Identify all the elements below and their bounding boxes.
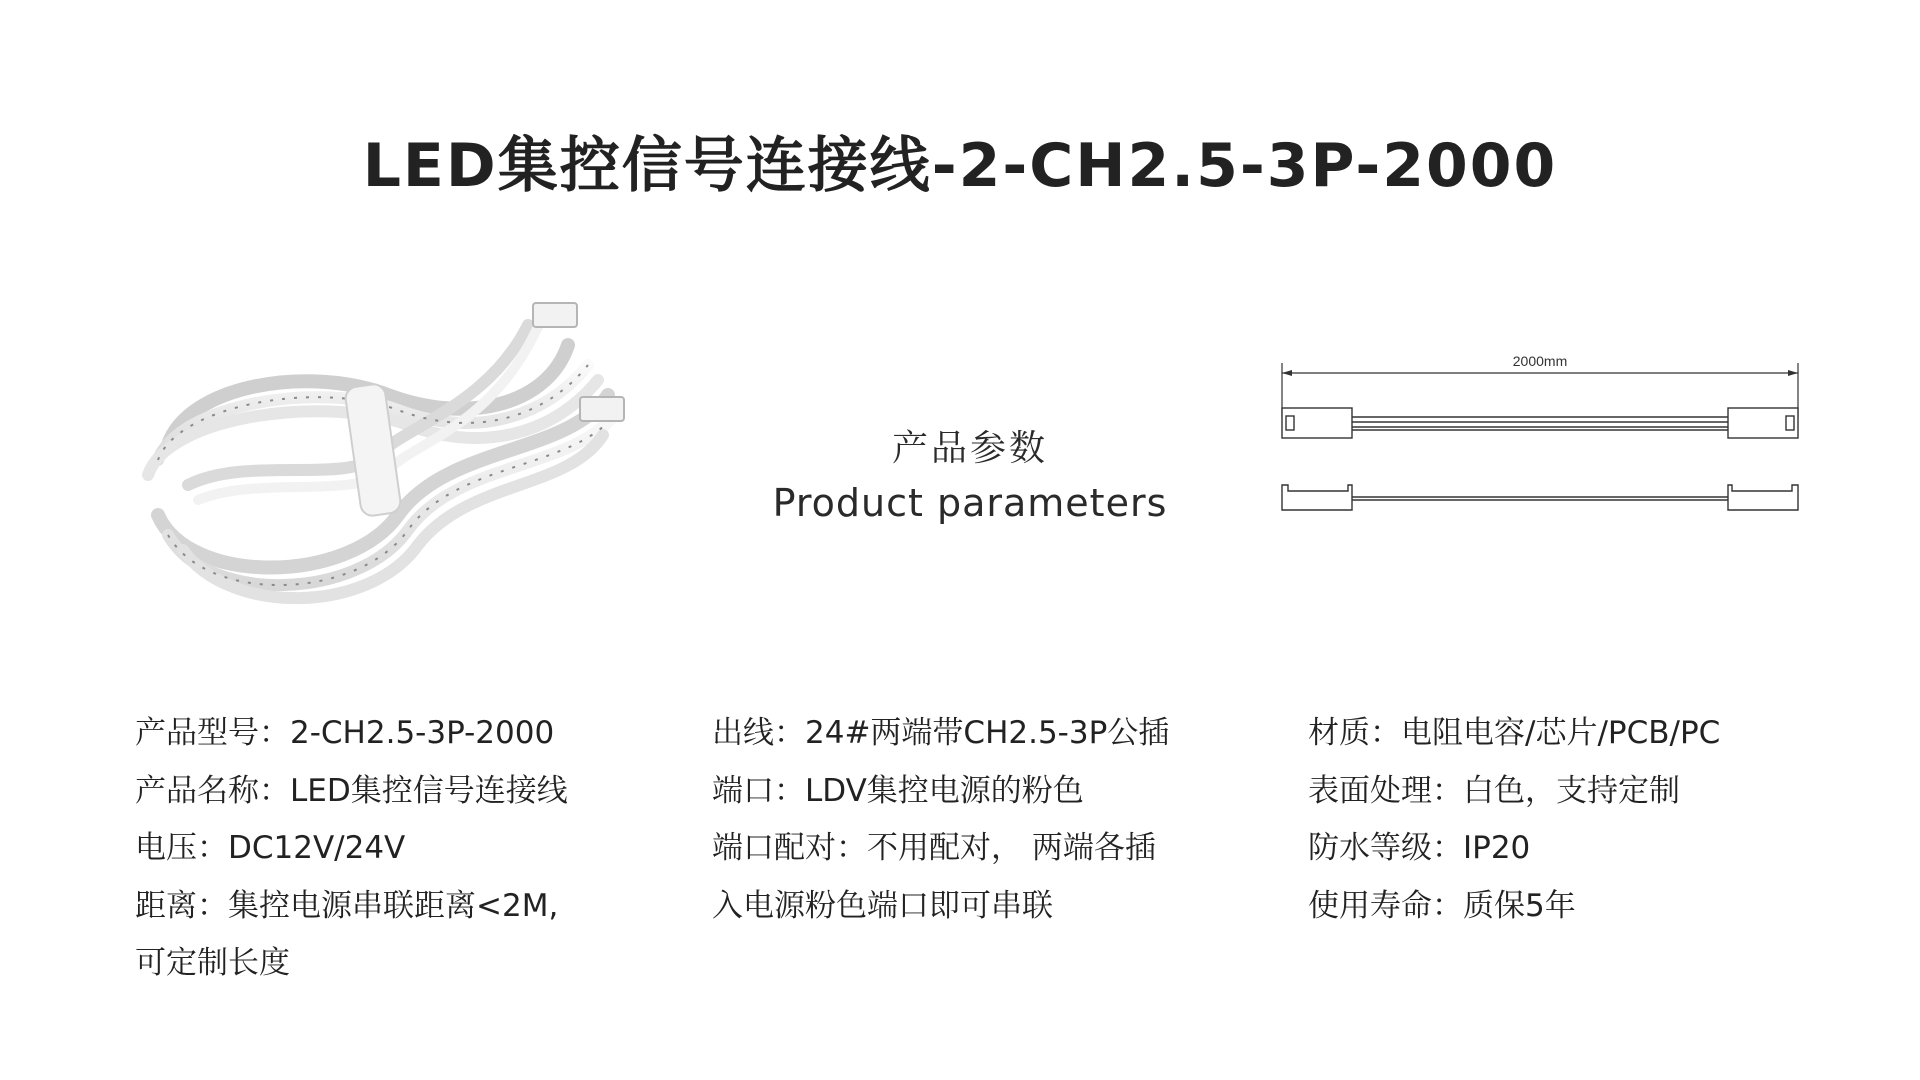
cable-product-image [128,285,638,615]
spec-column-3 [1308,705,1828,935]
cable-top-view [1282,408,1798,438]
spec-port-pairing: 端口配对：不用配对， 两端各插 [712,830,1156,866]
dimension-label: 2000mm [1512,353,1568,369]
spec-distance-cont: 可定制长度 [135,945,290,981]
spec-lifespan: 使用寿命：质保5年 [1308,887,1576,924]
spec-port: 端口：LDV集控电源的粉色 [712,772,1084,809]
spec-voltage: 电压：DC12V/24V [135,830,406,866]
parameters-heading-zh: 产品参数 [891,428,1048,469]
arrow-right-icon [1788,370,1798,376]
spec-output-wire: 出线：24#两端带CH2.5-3P公插 [712,715,1170,751]
spec-port-pairing-cont: 入电源粉色端口即可串联 [712,887,1053,924]
spec-surface: 表面处理：白色，支持定制 [1308,772,1680,809]
cable-side-view [1282,485,1798,510]
dimension-drawing [1270,345,1810,545]
spec-material: 材质：电阻电容/芯片/PCB/PC [1308,715,1721,751]
parameters-heading-en: Product parameters [772,481,1168,525]
parameters-heading [740,420,1200,525]
spec-product-name: 产品名称：LED集控信号连接线 [135,772,568,809]
page-title: LED集控信号连接线-2-CH2.5-3P-2000 [362,131,1558,201]
spec-distance: 距离：集控电源串联距离<2M, [135,887,559,924]
spec-column-1 [135,705,655,993]
arrow-left-icon [1282,370,1292,376]
spec-column-2 [712,705,1232,935]
spec-model: 产品型号：2-CH2.5-3P-2000 [135,715,555,751]
spec-waterproof: 防水等级：IP20 [1308,830,1531,866]
